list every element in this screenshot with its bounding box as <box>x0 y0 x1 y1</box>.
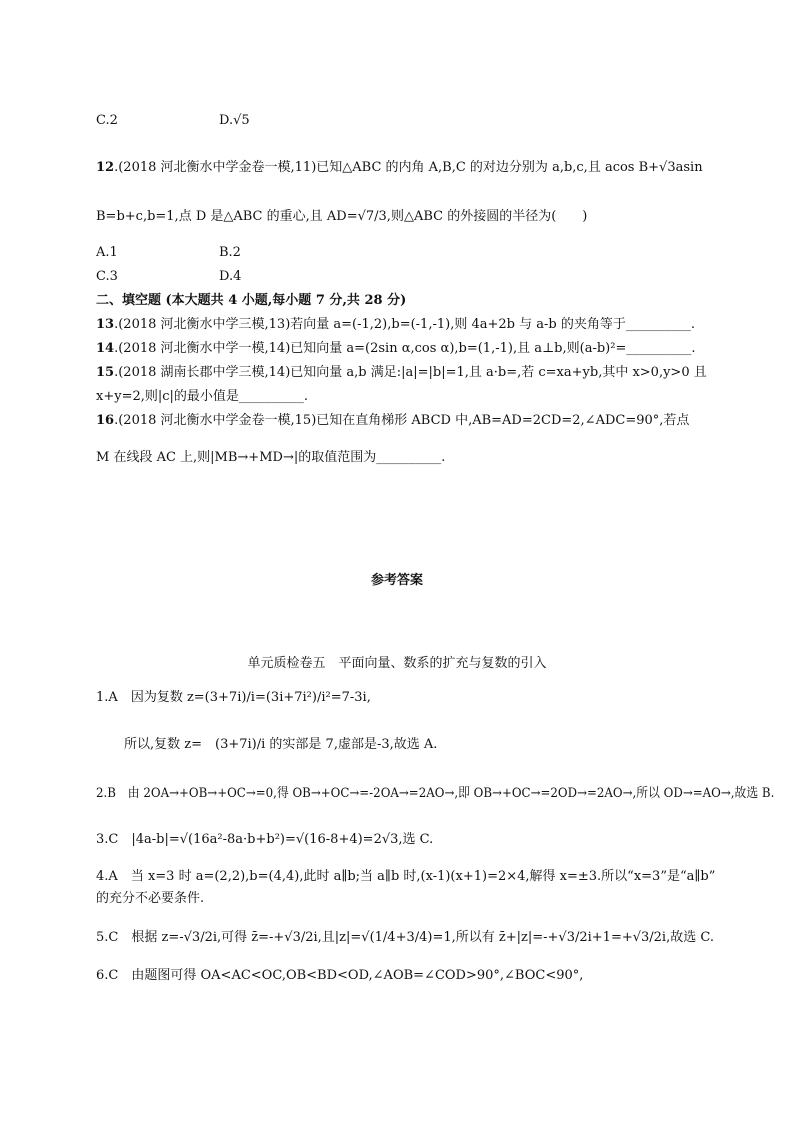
answers-title: 参考答案 <box>370 573 423 588</box>
answer-text: 由题图可得 OA<AC<OC,OB<BD<OD,∠AOB=∠COD>90°,∠BOC<90°, <box>131 968 584 983</box>
question-16-line-2: M 在线段 AC 上,则|MB→+MD→|的取值范围为__________. <box>96 450 446 465</box>
section-heading: 二、填空题 (本大题共 4 小题,每小题 7 分,共 28 分) <box>96 293 407 308</box>
answer-text: 根据 z=-√3/2i,可得 z̄=-+√3/2i,且|z|=√(1/4+3/4)=1,所以有 z̄+|z|=-+√3/2i+1=+√3/2i,故选 C. <box>131 930 714 945</box>
unit-title: 单元质检卷五 平面向量、数系的扩充与复数的引入 <box>247 656 547 671</box>
answer-text: 由 2OA→+OB→+OC→=0,得 OB→+OC→=-2OA→=2AO→,即 OB→+OC→=2OD→=2AO→,所以 OD→=AO→,故选 B. <box>127 786 775 801</box>
question-text: .(2018 湖南长郡中学三模,14)已知向量 a,b 满足:|a|=|b|=1,且 a·b=,若 c=xa+yb,其中 x>0,y>0 且 <box>114 365 707 380</box>
answer-label: 6.C <box>96 968 119 983</box>
question-12-line-2: B=b+c,b=1,点 D 是△ABC 的重心,且 AD=√7/3,则△ABC 的外接圆的半径为( ) <box>96 209 588 224</box>
option-a: A.1 <box>96 245 118 260</box>
question-number: 14 <box>96 341 115 356</box>
answer-label: 4.A <box>96 869 118 884</box>
answer-2 <box>96 785 774 803</box>
question-text: .(2018 河北衡水中学金卷一模,15)已知在直角梯形 ABCD 中,AB=AD=2CD=2,∠ADC=90°,若点 <box>114 413 690 428</box>
question-number: 15 <box>96 365 115 380</box>
option-b: B.2 <box>219 245 241 260</box>
question-14 <box>96 340 695 358</box>
answer-label: 2.B <box>96 786 116 801</box>
answer-4-line-2: 的充分不必要条件. <box>96 891 205 906</box>
question-15-line-1 <box>96 364 707 382</box>
question-number: 13 <box>96 317 115 332</box>
answer-4-line-1 <box>96 868 715 886</box>
option-d: D.√5 <box>219 113 250 128</box>
question-13 <box>96 316 695 334</box>
question-text: .(2018 河北衡水中学金卷一模,11)已知△ABC 的内角 A,B,C 的对边分别为 a,b,c,且 acos B+√3asin <box>114 160 703 175</box>
question-text: .(2018 河北衡水中学三模,13)若向量 a=(-1,2),b=(-1,-1),则 4a+2b 与 a-b 的夹角等于__________. <box>114 317 695 332</box>
question-number: 16 <box>96 413 115 428</box>
answer-5 <box>96 929 714 947</box>
answer-label: 5.C <box>96 930 119 945</box>
answer-1-line-1 <box>96 689 371 707</box>
question-12-options-ab <box>96 244 241 262</box>
answer-3 <box>96 831 433 849</box>
answer-text: |4a-b|=√(16a²-8a·b+b²)=√(16-8+4)=2√3,选 C. <box>131 832 434 847</box>
question-number: 12 <box>96 160 115 175</box>
question-12-options-cd <box>96 268 242 286</box>
option-c: C.3 <box>96 269 118 284</box>
option-c: C.2 <box>96 113 118 128</box>
question-15-line-2: x+y=2,则|c|的最小值是__________. <box>96 389 309 404</box>
option-row-top <box>96 112 250 130</box>
answer-6 <box>96 967 583 985</box>
answer-text: 当 x=3 时 a=(2,2),b=(4,4),此时 a∥b;当 a∥b 时,(x-1)(x+1)=2×4,解得 x=±3.所以“x=3”是“a∥b” <box>130 869 716 884</box>
answer-label: 1.A <box>96 690 118 705</box>
option-d: D.4 <box>219 269 242 284</box>
answer-label: 3.C <box>96 832 119 847</box>
question-12-line-1 <box>96 159 703 177</box>
answer-1-line-2: 所以,复数 z= (3+7i)/i 的实部是 7,虚部是-3,故选 A. <box>124 737 438 752</box>
question-text: .(2018 河北衡水中学一模,14)已知向量 a=(2sin α,cos α),b=(1,-1),且 a⊥b,则(a-b)²=__________. <box>114 341 696 356</box>
question-16-line-1 <box>96 412 689 430</box>
answer-text: 因为复数 z=(3+7i)/i=(3i+7i²)/i²=7-3i, <box>130 690 371 705</box>
